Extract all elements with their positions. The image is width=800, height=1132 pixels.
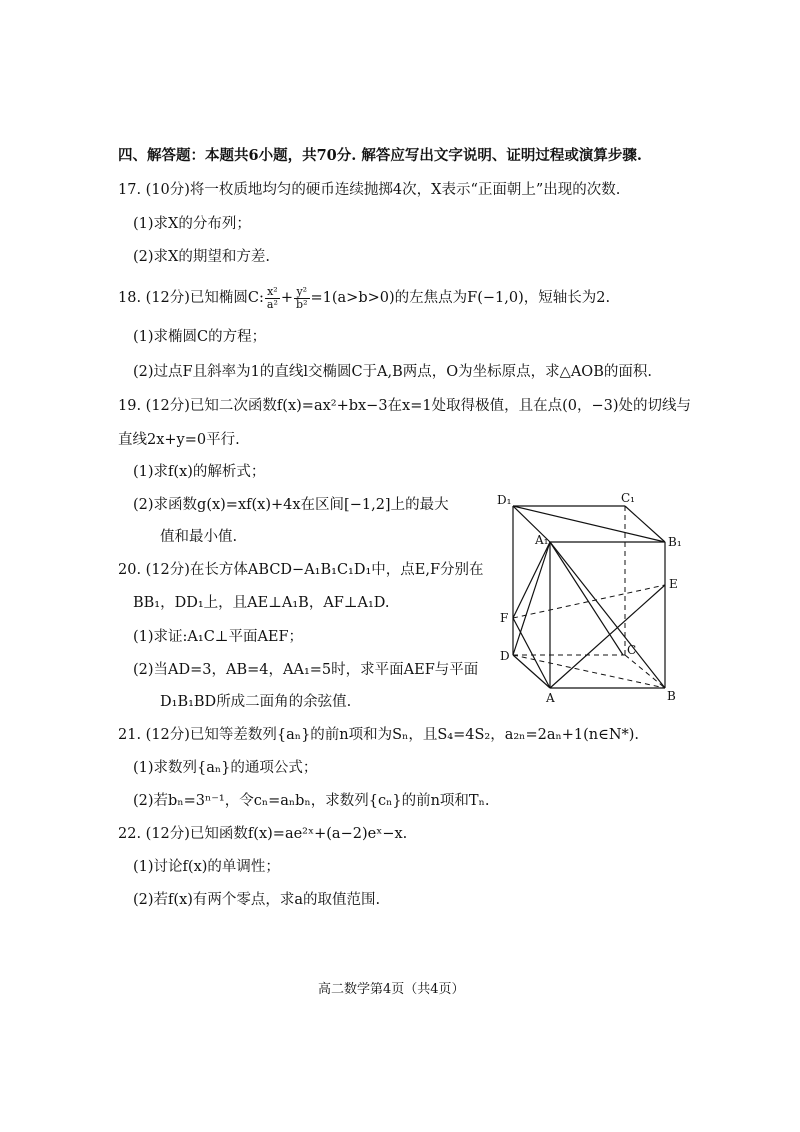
q18-fraction-y: $\frac{\text{y²}}{\text{b²}}$ — [296, 284, 308, 311]
hidden-C-B — [625, 655, 665, 688]
label-D1: D₁ — [497, 493, 512, 507]
q18-plus: + — [280, 290, 294, 306]
edge-D-A — [513, 655, 550, 688]
q18-part2: (2)过点F且斜率为1的直线l交椭圆C于A,B两点，O为坐标原点，求△AOB的面积. — [133, 364, 652, 380]
q20-stem-line1: 20. (12分)在长方体ABCD−A₁B₁C₁D₁中，点E,F分别在 — [118, 562, 484, 578]
q18-stem-b: =1(a>b>0)的左焦点为F(−1,0)，短轴长为2. — [310, 290, 611, 306]
q22-part1: (1)讨论f(x)的单调性； — [133, 859, 280, 875]
q17-part1: (1)求X的分布列； — [133, 216, 251, 232]
label-B1: B₁ — [668, 535, 682, 549]
q20-stem-line2: BB₁，DD₁上，且AE⊥A₁B，AF⊥A₁D. — [133, 595, 390, 611]
seg-A1-D — [513, 542, 550, 655]
seg-F-A — [513, 618, 550, 688]
q19-stem-line2: 直线2x+y=0平行. — [118, 432, 240, 448]
q21-part1: (1)求数列{aₙ}的通项公式； — [133, 760, 318, 776]
page-footer: 高二数学第4页（共4页） — [318, 982, 465, 997]
label-E: E — [669, 577, 678, 591]
label-D: D — [500, 649, 510, 663]
section-heading: 四、解答题：本题共6小题，共70分. 解答应写出文字说明、证明过程或演算步骤. — [118, 147, 642, 164]
diag-A1-C — [550, 542, 623, 655]
label-A: A — [546, 691, 555, 705]
q21-stem: 21. (12分)已知等差数列{aₙ}的前n项和为Sₙ，且S₄=4S₂，a₂ₙ=2aₙ+1(n∈N*). — [118, 727, 640, 743]
q17-stem: 17. (10分)将一枚质地均匀的硬币连续抛掷4次，X表示“正面朝上”出现的次数. — [118, 182, 621, 198]
label-B: B — [667, 689, 676, 703]
label-C1: C₁ — [621, 491, 635, 505]
label-A1: A₁ — [535, 533, 549, 547]
q20-part1: (1)求证:A₁C⊥平面AEF； — [133, 629, 304, 645]
q18-stem-a: 18. (12分)已知椭圆C: — [118, 290, 264, 306]
q19-stem-line1: 19. (12分)已知二次函数f(x)=ax²+bx−3在x=1处取得极值，且在点(0，−3)处的切线与 — [118, 398, 692, 414]
q18-fraction-x: $\frac{\text{x²}}{\text{a²}}$ — [266, 284, 278, 311]
edge-C1-B1 — [625, 506, 665, 542]
q20-part2-line2: D₁B₁BD所成二面角的余弦值. — [160, 694, 352, 710]
label-C: C — [627, 643, 637, 657]
q19-part2-line1: (2)求函数g(x)=xf(x)+4x在区间[−1,2]上的最大 — [133, 497, 449, 513]
q22-stem: 22. (12分)已知函数f(x)=ae²ˣ+(a−2)eˣ−x. — [118, 826, 408, 842]
q20-part2-line1: (2)当AD=3，AB=4，AA₁=5时，求平面AEF与平面 — [133, 662, 479, 678]
q18-part1: (1)求椭圆C的方程； — [133, 329, 267, 345]
q18-stem — [118, 283, 610, 313]
seg-A1-F — [513, 542, 550, 618]
q17-part2: (2)求X的期望和方差. — [133, 249, 270, 265]
q19-part1: (1)求f(x)的解析式； — [133, 464, 266, 480]
seg-A-E — [550, 585, 665, 688]
label-F: F — [500, 611, 509, 625]
seg-A1-B — [550, 542, 665, 688]
q21-part2: (2)若bₙ=3ⁿ⁻¹，令cₙ=aₙbₙ，求数列{cₙ}的前n项和Tₙ. — [133, 793, 490, 809]
cuboid-figure — [495, 490, 690, 705]
q19-part2-line2: 值和最小值. — [160, 529, 238, 545]
q22-part2: (2)若f(x)有两个零点，求a的取值范围. — [133, 892, 381, 908]
